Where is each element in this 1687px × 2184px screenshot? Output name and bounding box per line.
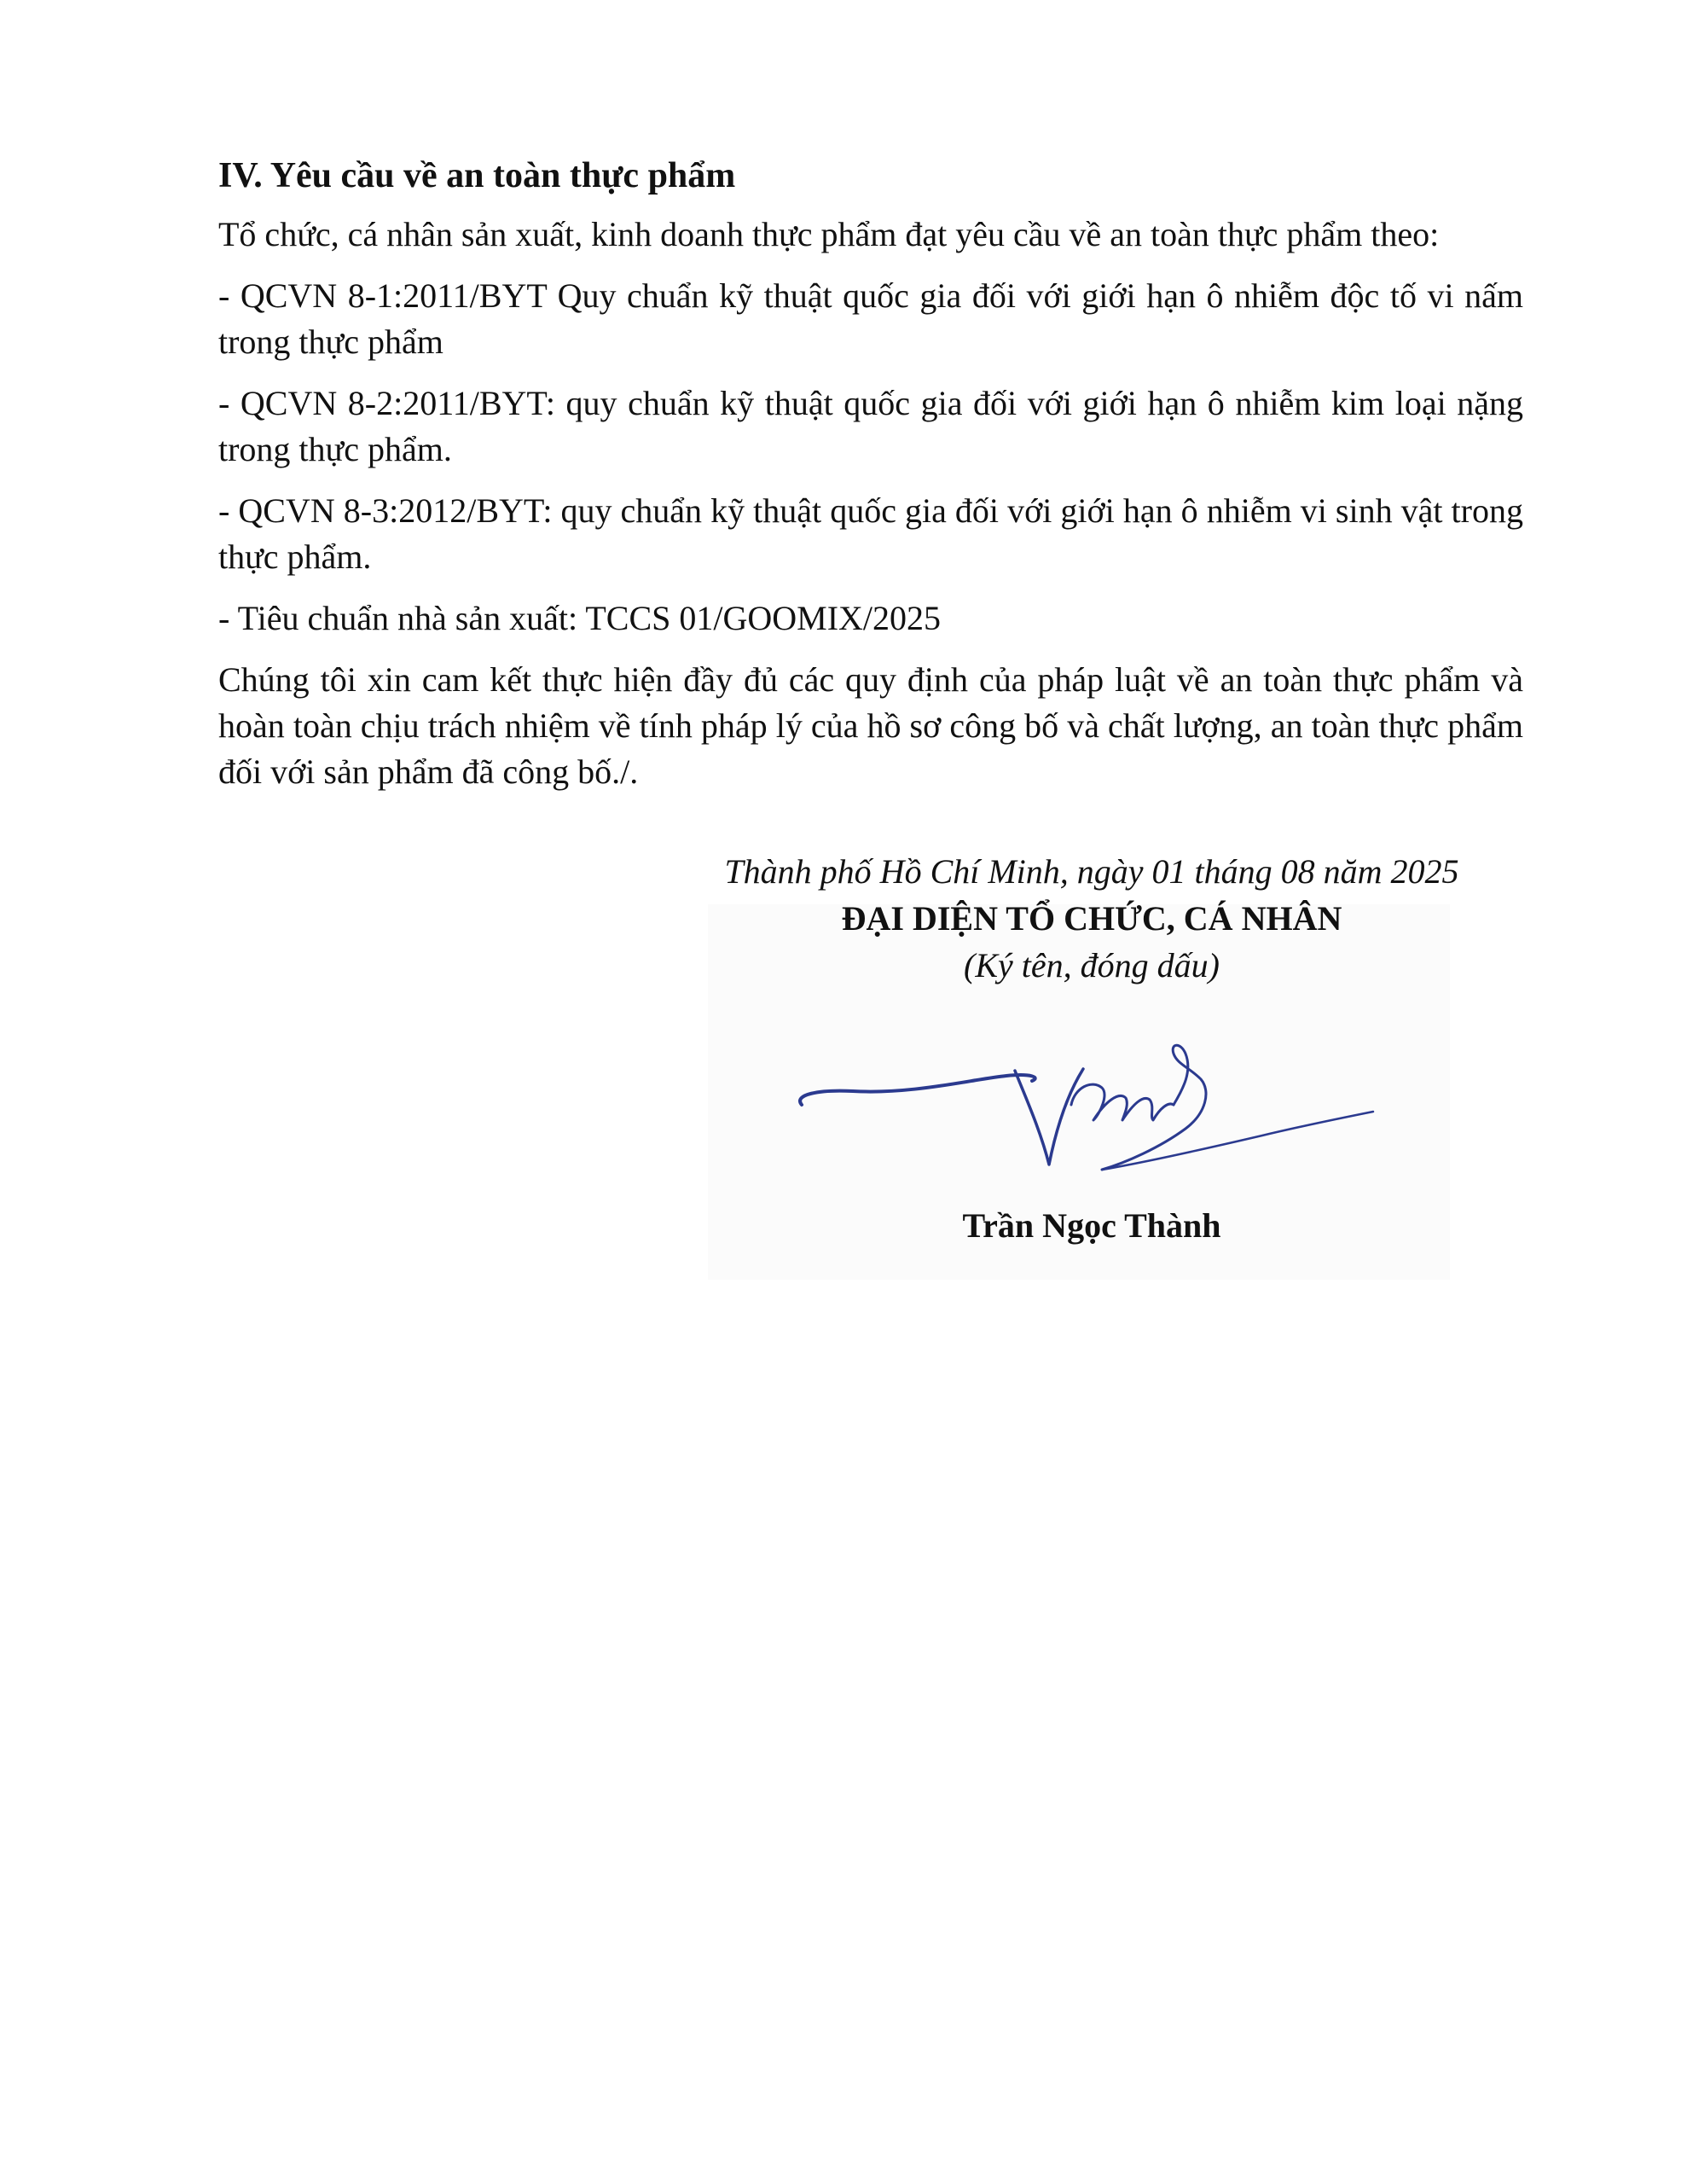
handwritten-signature — [785, 1019, 1382, 1182]
signature-note: (Ký tên, đóng dấu) — [964, 946, 1220, 985]
regulation-item: - QCVN 8-1:2011/BYT Quy chuẩn kỹ thuật quốc gia đối với giới hạn ô nhiễm độc tố vi nấm trong thực phẩm — [218, 276, 1523, 361]
svg-text:than: than — [1109, 1113, 1111, 1114]
regulation-item: - Tiêu chuẩn nhà sản xuất: TCCS 01/GOOMIX/2025 — [218, 599, 942, 637]
commitment-paragraph: Chúng tôi xin cam kết thực hiện đầy đủ các quy định của pháp luật về an toàn thực phẩm và hoàn toàn chịu trách nhiệm về tính pháp lý của hồ sơ công bố và chất lượng, an toàn thực phẩm đối với sản phẩm đã công bố./. — [218, 660, 1523, 791]
intro-paragraph: Tổ chức, cá nhân sản xuất, kinh doanh thực phẩm đạt yêu cầu về an toàn thực phẩm theo: — [218, 215, 1440, 253]
document-body — [218, 152, 1523, 810]
regulation-item: - QCVN 8-2:2011/BYT: quy chuẩn kỹ thuật quốc gia đối với giới hạn ô nhiễm kim loại nặng trong thực phẩm. — [218, 384, 1523, 468]
signer-name: Trần Ngọc Thành — [962, 1206, 1221, 1245]
signature-title: ĐẠI DIỆN TỔ CHỨC, CÁ NHÂN — [841, 899, 1342, 938]
signature-date: Thành phố Hồ Chí Minh, ngày 01 tháng 08 năm 2025 — [724, 852, 1459, 891]
section-title: IV. Yêu cầu về an toàn thực phẩm — [218, 156, 736, 195]
regulation-item: - QCVN 8-3:2012/BYT: quy chuẩn kỹ thuật quốc gia đối với giới hạn ô nhiễm vi sinh vật trong thực phẩm. — [218, 491, 1523, 576]
